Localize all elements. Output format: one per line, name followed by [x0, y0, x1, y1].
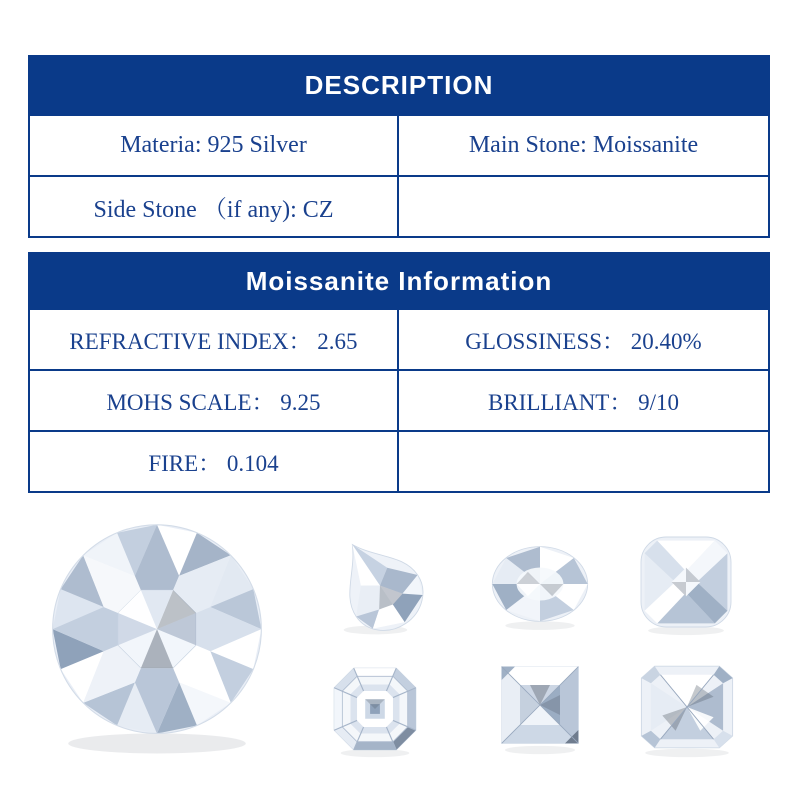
- princess-cut-icon: [490, 654, 590, 756]
- cushion-cut-icon: [632, 526, 740, 638]
- oval-cut-image: [482, 532, 598, 636]
- empty-cell: [399, 432, 768, 491]
- moissanite-table-title: Moissanite Information: [245, 265, 553, 296]
- table-row: [30, 430, 768, 491]
- cushion-cut-image: [632, 526, 740, 638]
- pear-cut-icon: [326, 530, 432, 638]
- brilliant-cell: BRILLIANT： 9/10: [487, 390, 679, 415]
- mohs-scale-cell: MOHS SCALE： 9.25: [30, 371, 399, 430]
- moissanite-table-header: [30, 254, 768, 308]
- moissanite-information-table: [28, 252, 770, 493]
- pear-cut-image: [326, 530, 432, 638]
- table-row: [30, 175, 768, 236]
- princess-cut-image: [490, 654, 590, 756]
- description-table-title: DESCRIPTION: [304, 70, 494, 100]
- round-brilliant-icon: [46, 520, 268, 756]
- table-row: [30, 114, 768, 175]
- asscher-cut-image: [326, 656, 424, 762]
- glossiness-cell: GLOSSINESS： 20.40%: [465, 329, 702, 354]
- table-row: [30, 369, 768, 430]
- asscher-cut-icon: [326, 656, 424, 762]
- main-stone-cell: Main Stone: Moissanite: [468, 132, 699, 158]
- radiant-cut-icon: [630, 656, 744, 758]
- radiant-cut-image: [630, 656, 744, 758]
- refractive-index-cell: REFRACTIVE INDEX： 2.65: [30, 310, 399, 369]
- description-table-header: [30, 57, 768, 114]
- table-row: [30, 308, 768, 369]
- material-cell: Materia: 925 Silver: [30, 116, 399, 175]
- oval-cut-icon: [482, 532, 598, 636]
- round-brilliant-cut-image: [46, 520, 268, 756]
- fire-cell: FIRE： 0.104: [30, 432, 399, 491]
- empty-cell: [399, 177, 768, 236]
- description-table: [28, 55, 770, 238]
- side-stone-cell: Side Stone （if any): CZ: [30, 177, 399, 236]
